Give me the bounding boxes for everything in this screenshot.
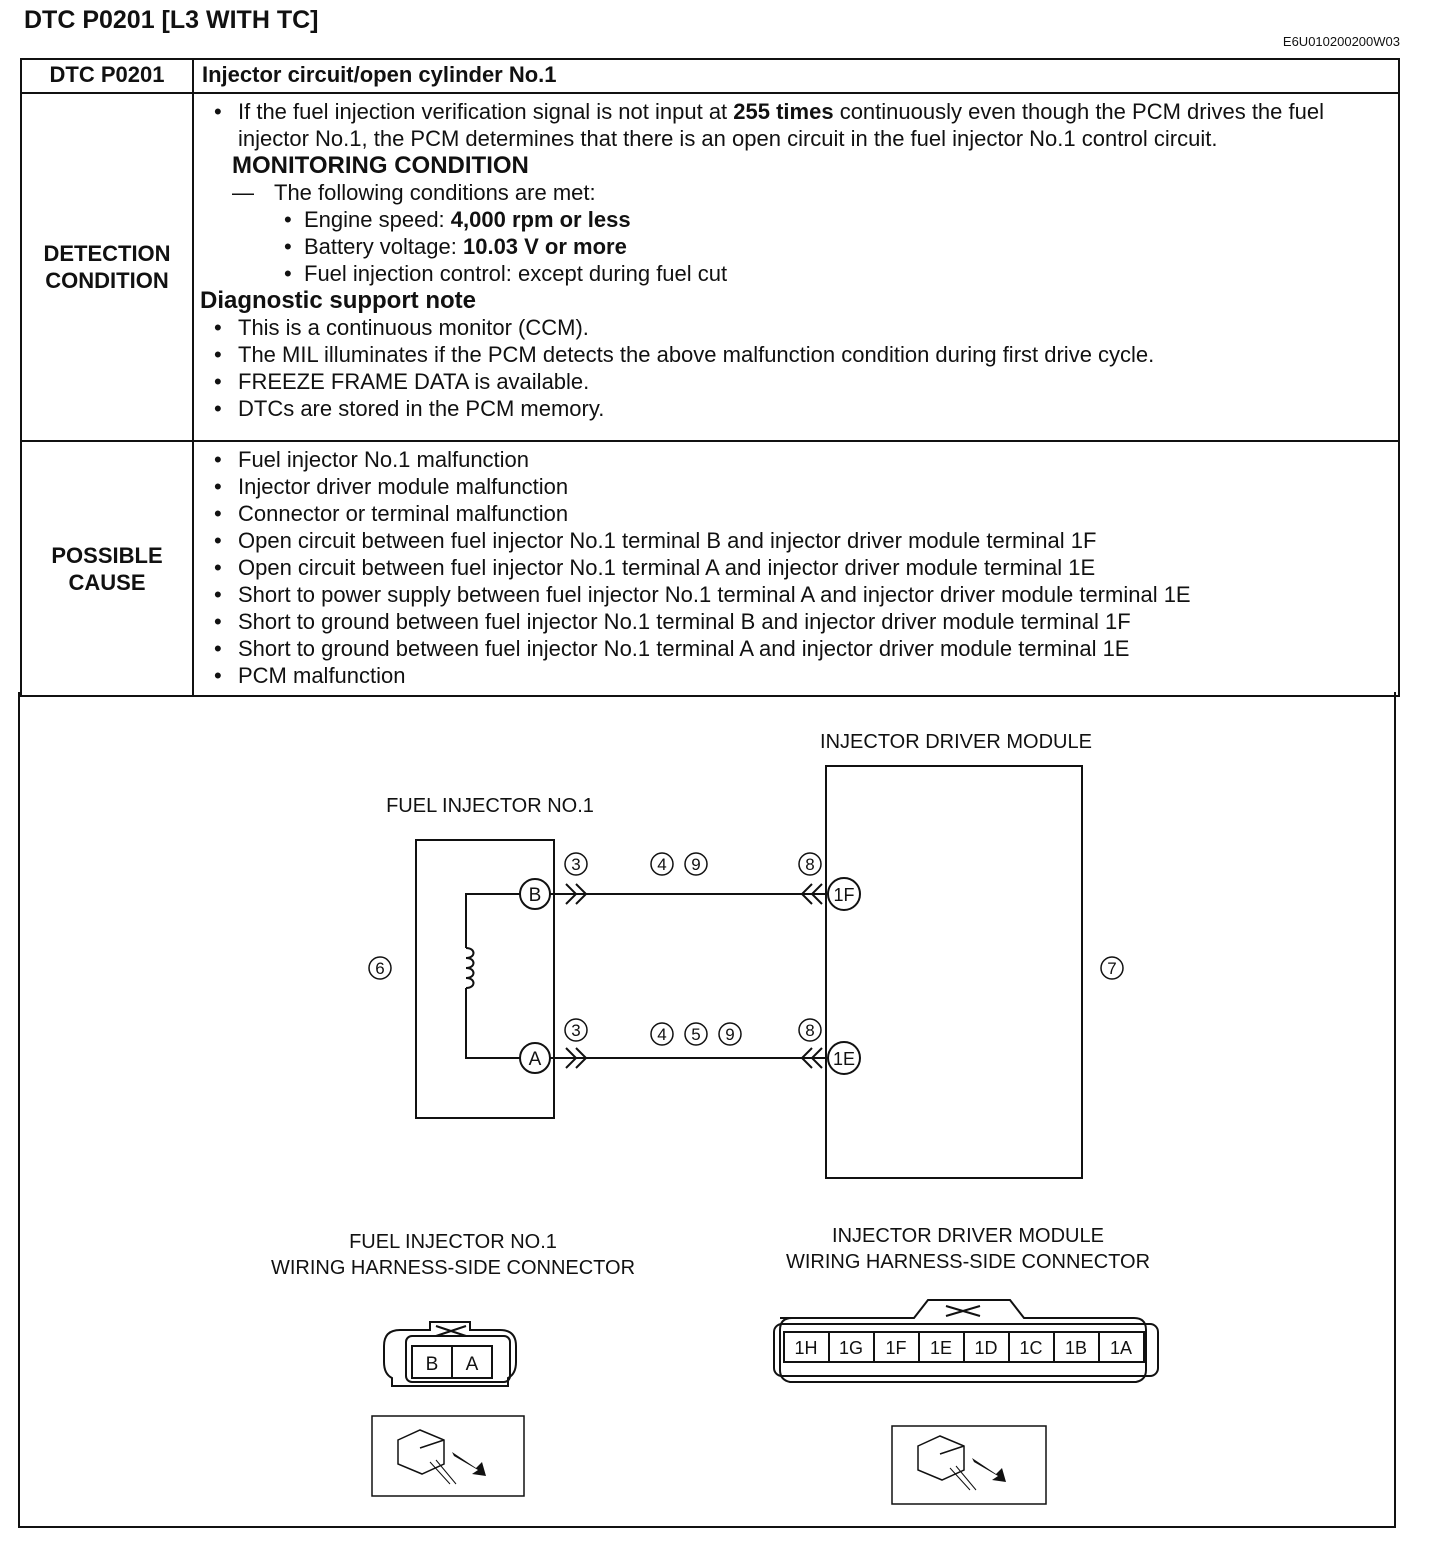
condition-battery-label: Battery voltage: (304, 234, 463, 259)
cause-item: • Open circuit between fuel injector No.1 terminal B and injector driver module terminal 1F (200, 527, 1392, 554)
module-pin: 1H (794, 1338, 818, 1358)
detection-intro-post: continuously even though the PCM drives the fuel injector No.1, the PCM determines that there is an open circuit in the fuel injector No.1 control circuit. (238, 99, 1324, 151)
wires (550, 884, 826, 1068)
ref-9-top: 9 (691, 855, 701, 874)
injector-view-direction-icon (372, 1416, 524, 1496)
page-title: DTC P0201 [L3 WITH TC] (24, 6, 319, 34)
coil-icon (466, 894, 520, 1058)
ref-3-top: 3 (571, 855, 581, 874)
condition-fuel-injection: • Fuel injection control: except during fuel cut (272, 260, 1392, 287)
ref-8-bottom: 8 (805, 1021, 815, 1040)
ref-6: 6 (375, 959, 385, 978)
module-pin: 1E (929, 1338, 953, 1358)
cause-label-line-1: POSSIBLE (51, 542, 163, 568)
detection-intro-pre: If the fuel injection verification signal is not input at (238, 99, 734, 124)
module-pin: 1D (974, 1338, 998, 1358)
condition-battery-value: 10.03 V or more (462, 234, 627, 259)
module-pin: 1C (1019, 1338, 1043, 1358)
module-box (826, 766, 1082, 1178)
support-heading: Diagnostic support note (200, 287, 476, 314)
document-code: E6U010200200W03 (1282, 34, 1400, 49)
injector-connector-label-1: FUEL INJECTOR NO.1 (349, 1231, 557, 1253)
ref-7: 7 (1107, 959, 1117, 978)
condition-engine-value: 4,000 rpm or less (450, 207, 631, 232)
injector-label: FUEL INJECTOR NO.1 (386, 795, 594, 817)
support-note: • FREEZE FRAME DATA is available. (200, 368, 1392, 395)
terminal-b: B (528, 885, 542, 906)
module-pin: 1A (1109, 1338, 1133, 1358)
cause-item: • PCM malfunction (200, 662, 1392, 689)
module-connector-label-2: WIRING HARNESS-SIDE CONNECTOR (785, 1251, 1151, 1273)
cause-item: • Short to ground between fuel injector No.1 terminal A and injector driver module terminal 1E (200, 635, 1392, 662)
dtc-code-cell: DTC P0201 (21, 59, 193, 93)
injector-pin-a: A (465, 1354, 479, 1375)
module-pin: 1G (838, 1338, 864, 1358)
ref-4-top: 4 (657, 855, 667, 874)
conditions-intro-text: The following conditions are met: (274, 180, 596, 205)
ref-3-bottom: 3 (571, 1021, 581, 1040)
detection-label-line-2: CONDITION (45, 268, 169, 293)
conditions-intro: — The following conditions are met: (232, 180, 596, 205)
cause-item: • Fuel injector No.1 malfunction (200, 446, 1392, 473)
cause-label-line-2: CAUSE (68, 569, 146, 595)
terminal-1e: 1E (832, 1049, 856, 1069)
ref-9-bottom: 9 (725, 1025, 735, 1044)
monitoring-heading: MONITORING CONDITION (232, 152, 529, 179)
cause-item: • Injector driver module malfunction (200, 473, 1392, 500)
injector-pin-b: B (425, 1354, 439, 1375)
injector-connector-icon (384, 1322, 516, 1386)
ref-5-bottom: 5 (691, 1025, 701, 1044)
module-pin: 1F (885, 1338, 907, 1358)
module-view-direction-icon (892, 1426, 1046, 1504)
support-note: • DTCs are stored in the PCM memory. (200, 395, 1392, 422)
cause-item: • Connector or terminal malfunction (200, 500, 1392, 527)
cause-item: • Open circuit between fuel injector No.1 terminal A and injector driver module terminal 1E (200, 554, 1392, 581)
cause-item: • Short to power supply between fuel injector No.1 terminal A and injector driver module terminal 1E (200, 581, 1392, 608)
terminal-1f: 1F (833, 885, 855, 905)
condition-engine-label: Engine speed: (304, 207, 451, 232)
dtc-description-cell: Injector circuit/open cylinder No.1 (193, 59, 1399, 93)
detection-label-line-1: DETECTION (43, 241, 171, 266)
module-pin: 1B (1064, 1338, 1088, 1358)
detection-intro-bold: 255 times (733, 99, 834, 124)
module-connector-label-1: INJECTOR DRIVER MODULE (832, 1225, 1104, 1247)
module-label: INJECTOR DRIVER MODULE (820, 731, 1092, 753)
cause-item: • Short to ground between fuel injector No.1 terminal B and injector driver module terminal 1F (200, 608, 1392, 635)
support-note: • This is a continuous monitor (CCM). (200, 314, 1392, 341)
reference-markers (369, 853, 1123, 1045)
support-note: • The MIL illuminates if the PCM detects the above malfunction condition during first drive cycle. (200, 341, 1392, 368)
terminal-a: A (528, 1049, 542, 1070)
ref-4-bottom: 4 (657, 1025, 667, 1044)
module-connector-icon (774, 1300, 1158, 1382)
ref-8-top: 8 (805, 855, 815, 874)
injector-connector-label-2: WIRING HARNESS-SIDE CONNECTOR (270, 1257, 636, 1279)
